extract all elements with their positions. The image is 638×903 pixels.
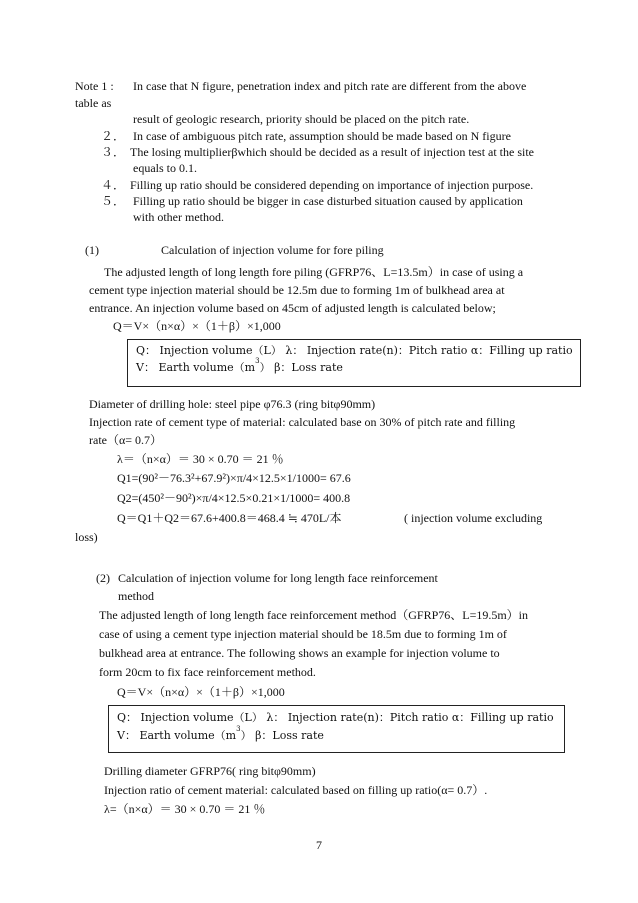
note-5-text: Filling up ratio should be bigger in case disturbed situation caused by application [133,194,523,208]
section-2-formula: Q＝V×（n×α）×（1＋β）×1,000 [117,685,285,699]
section-2-paragraph-line-1: The adjusted length of long length face reinforcement method（GFRP76、L=19.5m）in [99,608,529,622]
section-1-injection-rate-line-1: Injection rate of cement type of material: calculated base on 30% of pitch rate and filling [89,415,516,429]
section-2-paragraph-line-3: bulkhead area at entrance. The following shows an example for injection volume to [99,646,500,660]
section-2-heading: Calculation of injection volume for long length face reinforcement [118,571,438,585]
note-3-number: ３． [101,145,126,159]
section-1-paragraph-line-2: cement type injection material should be 12.5m due to forming 1m of bulkhead area at [89,283,505,297]
section-1-lambda: λ＝（n×α）＝ 30 × 0.70 ＝ 21 ％ [117,452,284,466]
legend-line-2: V： Earth $volume(m^3)$ β：Loss rate [117,725,324,742]
section-1-legend-box [127,339,581,387]
section-1-drilling-diameter: Diameter of drilling hole: steel pipe φ76.3 (ring bitφ90mm) [89,397,376,411]
note-5-number: ５． [101,194,126,208]
note-2-text: In case of ambiguous pitch rate, assumption should be made based on N figure [133,129,511,143]
section-1-number: (1) [85,243,99,257]
section-1-injection-rate-line-2: rate（α= 0.7） [89,433,163,447]
section-2-legend-box [108,705,565,753]
section-1-q2: Q2=(450²－90²)×π/4×12.5×0.21×1/1000= 400.8 [117,491,351,505]
legend-line-2: V： Earth $volume(m^3)$ β：Loss rate [136,357,343,374]
section-1-q1: Q1=(90²－76.3²+67.9²)×π/4×12.5×1/1000= 67.6 [117,471,351,485]
section-2-injection-ratio: Injection ratio of cement material: calculated based on filling up ratio(α= 0.7）. [104,783,488,797]
section-2-lambda: λ=（n×α）＝ 30 × 0.70 ＝ 21 ％ [104,802,266,816]
section-1-q-total-note-continuation: loss) [75,530,98,544]
section-2-heading-continuation: method [118,589,154,603]
note-1-continuation-2: result of geologic research, priority should be placed on the pitch rate. [133,112,470,126]
section-2-paragraph-line-4: form 20cm to fix face reinforcement method. [99,665,316,679]
note-4-text: Filling up ratio should be considered depending on importance of injection purpose. [130,178,534,192]
note-2-number: ２． [101,129,126,143]
note-3-text: The losing multiplierβwhich should be decided as a result of injection test at the site [130,145,535,159]
section-1-q-total: Q＝Q1＋Q2＝67.6+400.8＝468.4 ≒ 470L/本 [117,511,342,525]
cubic-superscript: 3 [255,357,260,365]
page-number: 7 [316,838,322,852]
section-1-q-total-note: ( injection volume excluding [404,511,543,525]
section-2-drilling-diameter: Drilling diameter GFRP76( ring bitφ90mm) [104,764,316,778]
note-1-text: In case that N figure, penetration index and pitch rate are different from the above [133,79,527,93]
section-1-formula: Q＝V×（n×α）×（1＋β）×1,000 [113,319,281,333]
section-1-paragraph-line-1: The adjusted length of long length fore piling (GFRP76、L=13.5m）in case of using a [104,265,524,279]
note-3-continuation: equals to 0.1. [133,161,197,175]
cubic-superscript: 3 [236,725,241,733]
section-1-paragraph-line-3: entrance. An injection volume based on 45cm of adjusted length is calculated below; [89,301,496,315]
note-5-continuation: with other method. [133,210,224,224]
legend-line-1: Q： Injection volume（L） λ： Injection rate(n)：Pitch ratio α：Filling up ratio [136,344,573,357]
legend-line-1: Q： Injection volume（L） λ： Injection rate(n)：Pitch ratio α：Filling up ratio [117,711,554,724]
section-1-heading: Calculation of injection volume for fore piling [161,243,384,257]
note-4-number: ４． [101,178,126,192]
note-1-label: Note 1 : [75,79,114,93]
section-2-number: (2) [96,571,110,585]
section-2-paragraph-line-2: case of using a cement type injection material should be 18.5m due to forming 1m of [99,627,507,641]
note-1-continuation: table as [75,96,112,110]
